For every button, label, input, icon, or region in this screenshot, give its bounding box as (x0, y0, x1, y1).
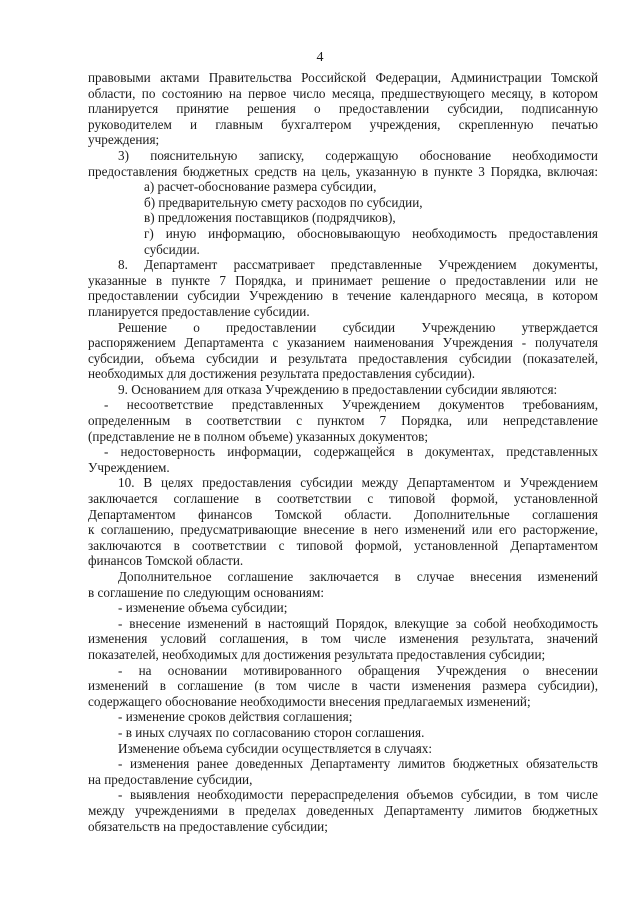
text-line: финансов Томской области. (88, 553, 244, 569)
text-line: 8. Департамент рассматривает представленные Учреждением документы, (118, 257, 598, 273)
text-line: - на основании мотивированного обращения Учреждения о внесении (118, 662, 598, 678)
text-line: субсидии, объема субсидии и результата предоставления субсидии (показателей, (88, 350, 598, 366)
text-line: изменений в соглашение (в том числе в части изменения размера субсидии), (88, 678, 598, 694)
text-line: б) предварительную смету расходов по субсидии, (144, 194, 423, 210)
text-line: - несоответствие представленных Учреждением документов требованиям, (104, 397, 598, 413)
text-line: планируется принятие решения о предоставлении субсидии, подписанную (88, 101, 598, 117)
text-line: в) предложения поставщиков (подрядчиков), (144, 210, 396, 226)
text-line: необходимых для достижения результата предоставления субсидии). (88, 366, 476, 382)
page-number: 4 (316, 50, 324, 65)
text-line: между учреждениями в пределах доведенных Департаменту лимитов бюджетных (88, 802, 598, 818)
text-line: планируется предоставление субсидии. (88, 303, 310, 319)
text-line: в соглашение по следующим основаниям: (88, 584, 325, 600)
text-line: 9. Основанием для отказа Учреждению в предоставлении субсидии являются: (118, 381, 558, 397)
text-line: показателей, необходимых для достижения результата предоставления субсидии; (88, 646, 546, 662)
text-line: определенным в соответствии с пунктом 7 Порядка, или непредставление (88, 413, 598, 429)
text-line: Изменение объема субсидии осуществляется в случаях: (118, 740, 433, 756)
text-line: распоряжением Департамента с указанием наименования Учреждения - получателя (88, 335, 598, 351)
text-line: Департаментом финансов Томской области. Дополнительные соглашения (88, 506, 598, 522)
text-line: содержащего обоснование необходимости внесения предлагаемых изменений; (88, 693, 531, 709)
text-line: учреждения; (88, 132, 160, 148)
text-line: а) расчет-обоснование размера субсидии, (144, 179, 377, 195)
document-body (88, 70, 598, 834)
text-line: предоставления бюджетных средств на цель, указанную в пункте 3 Порядка, включая: (88, 163, 598, 179)
text-line: 10. В целях предоставления субсидии между Департаментом и Учреждением (118, 475, 598, 491)
text-line: области, по состоянию на первое число месяца, предшествующего месяцу, в котором (88, 85, 598, 101)
text-line: - изменения ранее доведенных Департаменту лимитов бюджетных обязательств (118, 756, 598, 772)
text-line: изменения условий соглашения, в том числе изменения результата, значений (88, 631, 598, 647)
text-line: - в иных случаях по согласованию сторон соглашения. (118, 724, 425, 740)
text-line: обязательств на предоставление субсидии; (88, 818, 328, 834)
text-line: указанные в пункте 7 Порядка, и принимает решение о предоставлении или не (88, 272, 598, 288)
text-line: на предоставление субсидии, (88, 771, 253, 787)
text-line: (представление не в полном объеме) указанных документов; (88, 428, 429, 444)
text-line: - выявления необходимости перераспределения объемов субсидии, в том числе (118, 787, 598, 803)
text-line: 3) пояснительную записку, содержащую обоснование необходимости (118, 147, 598, 163)
text-line: Учреждением. (88, 459, 170, 475)
text-line: к соглашению, предусматривающие внесение в него изменений или его расторжение, (88, 522, 598, 538)
text-line: Дополнительное соглашение заключается в случае внесения изменений (118, 569, 598, 584)
text-line: г) иную информацию, обосновывающую необходимость предоставления (144, 225, 598, 241)
text-line: - изменение сроков действия соглашения; (118, 709, 353, 725)
text-line: - недостоверность информации, содержащейся в документах, представленных (104, 444, 598, 460)
text-line: - изменение объема субсидии; (118, 600, 288, 616)
text-line: заключается соглашение в соответствии с типовой формой, установленной (88, 491, 598, 507)
text-line: правовыми актами Правительства Российской Федерации, Администрации Томской (88, 70, 598, 85)
text-line: субсидии. (144, 241, 200, 257)
text-line: заключаются в соответствии с типовой формой, установленной Департаментом (88, 537, 598, 553)
text-line: Решение о предоставлении субсидии Учреждению утверждается (118, 319, 598, 335)
text-line: предоставлении субсидии Учреждению в течение календарного месяца, в котором (88, 288, 598, 304)
text-line: - внесение изменений в настоящий Порядок, влекущие за собой необходимость (118, 615, 598, 631)
text-line: руководителем и главным бухгалтером учреждения, скрепленную печатью (88, 116, 598, 132)
